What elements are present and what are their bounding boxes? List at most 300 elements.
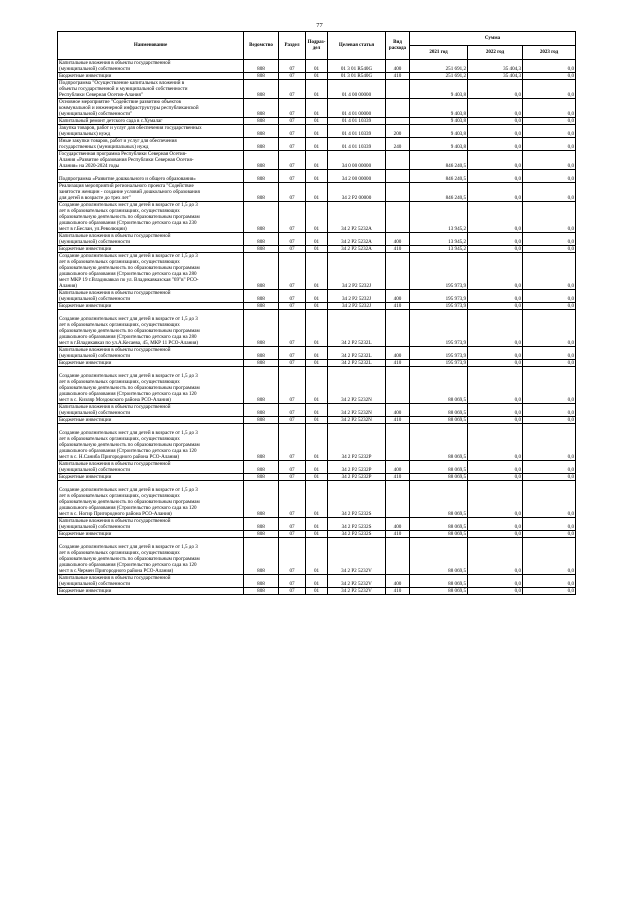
row-podrazdel: 01 [306, 80, 328, 99]
row-sum-2022: 0,0 [468, 531, 523, 538]
row-target-article: 34 2 P2 5232N [328, 367, 386, 404]
row-expense-type [386, 481, 410, 518]
row-sum-2023: 0,0 [523, 60, 576, 73]
row-sum-2022: 0,0 [468, 170, 523, 183]
row-expense-type: 400 [386, 518, 410, 531]
row-vedomstvo: 808 [244, 424, 279, 461]
row-sum-2021: 88 069,5 [410, 417, 468, 424]
row-razdel: 07 [279, 233, 306, 246]
row-razdel: 07 [279, 73, 306, 80]
row-razdel: 07 [279, 531, 306, 538]
row-podrazdel: 01 [306, 474, 328, 481]
row-razdel: 07 [279, 253, 306, 290]
row-sum-2021: 195 973,9 [410, 310, 468, 347]
row-expense-type [386, 424, 410, 461]
row-target-article: 34 2 P2 5232S [328, 531, 386, 538]
row-vedomstvo: 808 [244, 99, 279, 118]
row-sum-2021: 88 069,5 [410, 531, 468, 538]
row-name: Создание дополнительных мест для детей в возрасте от 1,5 до 3 лет в образовательных организациях, осуществляющих образовательную деятельность по образовательным программам дошкольного образования (Строительство детского сада на 120 мест в с.Чермен Пригородного района РСО-Алания) [58, 538, 244, 575]
row-expense-type: 200 [386, 125, 410, 138]
row-expense-type [386, 310, 410, 347]
table-row [58, 367, 576, 404]
row-sum-2023: 0,0 [523, 481, 576, 518]
row-expense-type [386, 253, 410, 290]
row-target-article: 34 2 P2 5232A [328, 246, 386, 253]
row-sum-2021: 9 403,8 [410, 125, 468, 138]
row-sum-2022: 0,0 [468, 367, 523, 404]
row-vedomstvo: 808 [244, 60, 279, 73]
row-target-article: 01 4 01 00000 [328, 99, 386, 118]
row-sum-2023: 0,0 [523, 424, 576, 461]
row-sum-2022: 0,0 [468, 417, 523, 424]
row-sum-2023: 0,0 [523, 138, 576, 151]
row-vedomstvo: 808 [244, 417, 279, 424]
row-target-article: 34 2 P2 5232A [328, 233, 386, 246]
row-target-article: 01 3 01 R540G [328, 60, 386, 73]
table-row [58, 531, 576, 538]
row-vedomstvo: 808 [244, 404, 279, 417]
row-sum-2022: 0,0 [468, 303, 523, 310]
row-name: Иные закупки товаров, работ и услуг для обеспечения государственных (муниципальных) нужд [58, 138, 244, 151]
row-name: Подпрограмма "Осуществление капитальных вложений в объекты государственной и муниципальной собственности Республики Северная Осетия-Алания" [58, 80, 244, 99]
row-razdel: 07 [279, 183, 306, 202]
table-row [58, 575, 576, 588]
row-razdel: 07 [279, 461, 306, 474]
row-razdel: 07 [279, 367, 306, 404]
row-expense-type: 400 [386, 347, 410, 360]
row-name: Капитальные вложения в объекты государственной (муниципальной) собственности [58, 347, 244, 360]
row-sum-2023: 0,0 [523, 474, 576, 481]
table-row [58, 417, 576, 424]
row-name: Основное мероприятие "Содействие развитию объектов коммунальной и инженерной инфраструктуры республиканской (муниципальной) собственности" [58, 99, 244, 118]
row-sum-2022: 0,0 [468, 125, 523, 138]
table-row [58, 60, 576, 73]
row-target-article: 34 2 P2 5232J [328, 303, 386, 310]
table-row [58, 246, 576, 253]
row-sum-2021: 846 240,5 [410, 151, 468, 170]
table-row [58, 151, 576, 170]
row-vedomstvo: 808 [244, 233, 279, 246]
row-target-article: 34 2 P2 5232P [328, 461, 386, 474]
row-razdel: 07 [279, 360, 306, 367]
row-name: Государственная программа Республики Северная Осетия- Алания «Развитие образования Республики Северная Осетия- Алания» на 2020-2024 годы [58, 151, 244, 170]
row-razdel: 07 [279, 538, 306, 575]
table-row [58, 290, 576, 303]
row-name: Реализация мероприятий регионального проекта "Содействие занятости женщин - создание условий дошкольного образования для детей в возрасте до трех лет" [58, 183, 244, 202]
row-vedomstvo: 808 [244, 202, 279, 233]
table-row [58, 138, 576, 151]
row-name: Создание дополнительных мест для детей в возрасте от 1,5 до 3 лет в образовательных организациях, осуществляющих образовательную деятельность по образовательным программам дошкольного образования (Строительство детского сада на 230 мест в г.Беслан, ул.Революции) [58, 202, 244, 233]
row-sum-2021: 88 069,5 [410, 575, 468, 588]
row-expense-type: 410 [386, 417, 410, 424]
row-target-article: 34 2 P2 5232L [328, 347, 386, 360]
row-target-article: 34 2 P2 5232L [328, 310, 386, 347]
row-vedomstvo: 808 [244, 80, 279, 99]
row-sum-2021: 9 403,8 [410, 99, 468, 118]
row-razdel: 07 [279, 125, 306, 138]
row-expense-type: 410 [386, 303, 410, 310]
row-razdel: 07 [279, 202, 306, 233]
row-expense-type [386, 80, 410, 99]
row-sum-2021: 9 403,8 [410, 80, 468, 99]
row-expense-type [386, 202, 410, 233]
row-target-article: 34 2 P2 5232V [328, 588, 386, 595]
row-podrazdel: 01 [306, 246, 328, 253]
row-sum-2021: 13 945,2 [410, 233, 468, 246]
row-name: Капитальные вложения в объекты государственной (муниципальной) собственности [58, 575, 244, 588]
row-sum-2023: 0,0 [523, 183, 576, 202]
row-sum-2022: 0,0 [468, 253, 523, 290]
row-target-article: 34 2 P2 5232V [328, 538, 386, 575]
row-sum-2023: 0,0 [523, 360, 576, 367]
row-sum-2021: 88 069,5 [410, 424, 468, 461]
row-expense-type: 400 [386, 461, 410, 474]
header-year-2023: 2023 год [523, 46, 576, 60]
row-podrazdel: 01 [306, 253, 328, 290]
row-sum-2023: 0,0 [523, 575, 576, 588]
row-expense-type [386, 99, 410, 118]
row-sum-2022: 0,0 [468, 99, 523, 118]
row-vedomstvo: 808 [244, 367, 279, 404]
row-sum-2021: 88 069,5 [410, 404, 468, 417]
row-sum-2022: 35 404,3 [468, 73, 523, 80]
row-name: Капитальные вложения в объекты государственной (муниципальной) собственности [58, 290, 244, 303]
row-name: Капитальные вложения в объекты государственной (муниципальной) собственности [58, 461, 244, 474]
table-row [58, 99, 576, 118]
row-vedomstvo: 808 [244, 310, 279, 347]
row-expense-type: 240 [386, 138, 410, 151]
budget-table [57, 31, 576, 595]
row-sum-2021: 846 240,5 [410, 183, 468, 202]
table-row [58, 360, 576, 367]
row-sum-2022: 0,0 [468, 310, 523, 347]
row-razdel: 07 [279, 347, 306, 360]
row-sum-2021: 195 973,9 [410, 290, 468, 303]
row-expense-type: 400 [386, 290, 410, 303]
table-row [58, 125, 576, 138]
row-sum-2021: 13 945,2 [410, 202, 468, 233]
row-vedomstvo: 808 [244, 588, 279, 595]
row-sum-2022: 0,0 [468, 461, 523, 474]
row-podrazdel: 01 [306, 290, 328, 303]
row-sum-2022: 35 404,3 [468, 60, 523, 73]
row-name: Бюджетные инвестиции [58, 474, 244, 481]
row-sum-2023: 0,0 [523, 588, 576, 595]
table-row [58, 518, 576, 531]
row-podrazdel: 01 [306, 417, 328, 424]
row-name: Бюджетные инвестиции [58, 531, 244, 538]
row-expense-type: 400 [386, 404, 410, 417]
row-sum-2023: 0,0 [523, 417, 576, 424]
row-target-article: 34 2 P2 5232S [328, 481, 386, 518]
header-year-2022: 2022 год [468, 46, 523, 60]
row-podrazdel: 01 [306, 138, 328, 151]
table-row [58, 424, 576, 461]
row-vedomstvo: 808 [244, 481, 279, 518]
row-podrazdel: 01 [306, 461, 328, 474]
row-sum-2022: 0,0 [468, 518, 523, 531]
row-name: Создание дополнительных мест для детей в возрасте от 1,5 до 3 лет в образовательных организациях, осуществляющих образовательную деятельность по образовательным программам дошкольного образования (Строительство детского сада на 120 мест в с. Н.Саниба Пригородного района РСО-Алания) [58, 424, 244, 461]
row-expense-type [386, 538, 410, 575]
table-row [58, 538, 576, 575]
row-podrazdel: 01 [306, 202, 328, 233]
row-target-article: 01 4 01 10339 [328, 118, 386, 125]
row-sum-2023: 0,0 [523, 538, 576, 575]
row-sum-2021: 88 069,5 [410, 518, 468, 531]
row-sum-2022: 0,0 [468, 575, 523, 588]
row-expense-type [386, 183, 410, 202]
row-vedomstvo: 808 [244, 303, 279, 310]
row-podrazdel: 01 [306, 518, 328, 531]
row-sum-2021: 88 069,5 [410, 474, 468, 481]
row-sum-2023: 0,0 [523, 404, 576, 417]
row-vedomstvo: 808 [244, 461, 279, 474]
row-podrazdel: 01 [306, 118, 328, 125]
row-target-article: 34 2 P2 5232P [328, 424, 386, 461]
row-sum-2022: 0,0 [468, 233, 523, 246]
row-sum-2023: 0,0 [523, 531, 576, 538]
row-sum-2022: 0,0 [468, 424, 523, 461]
page-number: 77 [316, 22, 323, 29]
row-target-article: 34 2 P2 5232V [328, 575, 386, 588]
row-name: Капитальные вложения в объекты государственной (муниципальной) собственности [58, 404, 244, 417]
row-sum-2022: 0,0 [468, 481, 523, 518]
row-vedomstvo: 808 [244, 575, 279, 588]
row-vedomstvo: 808 [244, 118, 279, 125]
row-razdel: 07 [279, 80, 306, 99]
row-razdel: 07 [279, 303, 306, 310]
row-podrazdel: 01 [306, 531, 328, 538]
row-expense-type [386, 367, 410, 404]
row-name: Подпрограмма «Развитие дошкольного и общего образования» [58, 170, 244, 183]
row-sum-2022: 0,0 [468, 118, 523, 125]
row-sum-2021: 88 069,5 [410, 461, 468, 474]
row-expense-type: 410 [386, 531, 410, 538]
row-podrazdel: 01 [306, 404, 328, 417]
row-vedomstvo: 808 [244, 347, 279, 360]
row-name: Бюджетные инвестиции [58, 246, 244, 253]
row-target-article: 34 2 P2 00000 [328, 183, 386, 202]
row-sum-2021: 251 691,2 [410, 73, 468, 80]
row-sum-2022: 0,0 [468, 474, 523, 481]
table-row [58, 73, 576, 80]
row-target-article: 01 3 01 R540G [328, 73, 386, 80]
row-razdel: 07 [279, 99, 306, 118]
table-row [58, 404, 576, 417]
row-sum-2023: 0,0 [523, 202, 576, 233]
row-vedomstvo: 808 [244, 183, 279, 202]
row-podrazdel: 01 [306, 125, 328, 138]
row-razdel: 07 [279, 575, 306, 588]
row-target-article: 34 2 P2 5232A [328, 202, 386, 233]
row-sum-2022: 0,0 [468, 360, 523, 367]
header-name: Наименование [58, 32, 244, 60]
row-razdel: 07 [279, 170, 306, 183]
row-sum-2021: 9 403,8 [410, 138, 468, 151]
row-name: Создание дополнительных мест для детей в возрасте от 1,5 до 3 лет в образовательных организациях, осуществляющих образовательную деятельность по образовательным программам дошкольного образования (Строительство детского сада на 280 мест в г.Владикавказ по ул.А.Кесаева, 45, МКР 11 РСО-Алания) [58, 310, 244, 347]
row-name: Бюджетные инвестиции [58, 73, 244, 80]
row-razdel: 07 [279, 290, 306, 303]
row-podrazdel: 01 [306, 60, 328, 73]
row-sum-2022: 0,0 [468, 290, 523, 303]
row-target-article: 34 0 00 00000 [328, 151, 386, 170]
row-sum-2022: 0,0 [468, 246, 523, 253]
row-expense-type [386, 170, 410, 183]
row-podrazdel: 01 [306, 303, 328, 310]
row-target-article: 34 2 00 00000 [328, 170, 386, 183]
row-expense-type: 410 [386, 360, 410, 367]
row-sum-2021: 9 403,8 [410, 118, 468, 125]
row-sum-2023: 0,0 [523, 170, 576, 183]
row-vedomstvo: 808 [244, 125, 279, 138]
row-podrazdel: 01 [306, 347, 328, 360]
table-row [58, 347, 576, 360]
row-sum-2023: 0,0 [523, 99, 576, 118]
row-target-article: 34 2 P2 5232J [328, 253, 386, 290]
row-sum-2023: 0,0 [523, 253, 576, 290]
row-target-article: 01 4 00 00000 [328, 80, 386, 99]
row-razdel: 07 [279, 518, 306, 531]
row-sum-2022: 0,0 [468, 138, 523, 151]
row-razdel: 07 [279, 474, 306, 481]
row-podrazdel: 01 [306, 367, 328, 404]
row-sum-2022: 0,0 [468, 347, 523, 360]
row-sum-2022: 0,0 [468, 80, 523, 99]
table-row [58, 183, 576, 202]
row-sum-2023: 0,0 [523, 73, 576, 80]
row-sum-2023: 0,0 [523, 233, 576, 246]
row-sum-2021: 195 973,9 [410, 360, 468, 367]
row-vedomstvo: 808 [244, 538, 279, 575]
row-sum-2021: 88 069,5 [410, 588, 468, 595]
row-sum-2022: 0,0 [468, 202, 523, 233]
row-name: Закупка товаров, работ и услуг для обеспечения государственных (муниципальных) нужд [58, 125, 244, 138]
row-vedomstvo: 808 [244, 253, 279, 290]
row-target-article: 34 2 P2 5232L [328, 360, 386, 367]
table-row [58, 474, 576, 481]
row-razdel: 07 [279, 118, 306, 125]
row-sum-2023: 0,0 [523, 125, 576, 138]
row-target-article: 34 2 P2 5232N [328, 417, 386, 424]
row-sum-2023: 0,0 [523, 246, 576, 253]
table-row [58, 481, 576, 518]
row-podrazdel: 01 [306, 99, 328, 118]
row-expense-type: 400 [386, 60, 410, 73]
row-razdel: 07 [279, 424, 306, 461]
table-row [58, 118, 576, 125]
row-name: Капитальный ремонт детского сада в с.Хумалаг [58, 118, 244, 125]
row-vedomstvo: 808 [244, 246, 279, 253]
row-vedomstvo: 808 [244, 138, 279, 151]
row-podrazdel: 01 [306, 424, 328, 461]
row-podrazdel: 01 [306, 73, 328, 80]
row-vedomstvo: 808 [244, 73, 279, 80]
row-sum-2023: 0,0 [523, 310, 576, 347]
row-podrazdel: 01 [306, 575, 328, 588]
row-sum-2021: 195 973,9 [410, 347, 468, 360]
table-row [58, 170, 576, 183]
row-vedomstvo: 808 [244, 518, 279, 531]
header-expense-type: Вид расхода [386, 32, 410, 60]
row-razdel: 07 [279, 481, 306, 518]
row-sum-2021: 251 691,2 [410, 60, 468, 73]
row-vedomstvo: 808 [244, 290, 279, 303]
row-sum-2021: 88 069,5 [410, 481, 468, 518]
row-name: Капитальные вложения в объекты государственной (муниципальной) собственности [58, 518, 244, 531]
row-vedomstvo: 808 [244, 531, 279, 538]
row-sum-2021: 846 240,5 [410, 170, 468, 183]
row-podrazdel: 01 [306, 538, 328, 575]
row-vedomstvo: 808 [244, 151, 279, 170]
row-razdel: 07 [279, 310, 306, 347]
row-sum-2023: 0,0 [523, 461, 576, 474]
row-sum-2021: 88 069,5 [410, 367, 468, 404]
row-vedomstvo: 808 [244, 170, 279, 183]
row-sum-2022: 0,0 [468, 183, 523, 202]
row-expense-type: 400 [386, 233, 410, 246]
row-razdel: 07 [279, 404, 306, 417]
row-sum-2022: 0,0 [468, 151, 523, 170]
row-sum-2023: 0,0 [523, 303, 576, 310]
table-header [58, 32, 576, 60]
row-name: Бюджетные инвестиции [58, 360, 244, 367]
row-expense-type: 410 [386, 73, 410, 80]
row-expense-type: 410 [386, 474, 410, 481]
row-sum-2022: 0,0 [468, 588, 523, 595]
table-row [58, 461, 576, 474]
row-name: Бюджетные инвестиции [58, 588, 244, 595]
row-target-article: 34 2 P2 5232P [328, 474, 386, 481]
row-podrazdel: 01 [306, 151, 328, 170]
header-year-2021: 2021 год [410, 46, 468, 60]
header-razdel: Раздел [279, 32, 306, 60]
row-target-article: 34 2 P2 5232S [328, 518, 386, 531]
table-row [58, 303, 576, 310]
row-expense-type: 410 [386, 246, 410, 253]
table-row [58, 233, 576, 246]
row-target-article: 01 4 01 10339 [328, 125, 386, 138]
row-razdel: 07 [279, 588, 306, 595]
row-razdel: 07 [279, 151, 306, 170]
header-target-article: Целевая статья [328, 32, 386, 60]
table-row [58, 202, 576, 233]
row-sum-2023: 0,0 [523, 518, 576, 531]
row-sum-2023: 0,0 [523, 151, 576, 170]
row-podrazdel: 01 [306, 481, 328, 518]
row-name: Капитальные вложения в объекты государственной (муниципальной) собственности [58, 233, 244, 246]
row-sum-2022: 0,0 [468, 404, 523, 417]
row-podrazdel: 01 [306, 588, 328, 595]
row-razdel: 07 [279, 60, 306, 73]
table-row [58, 253, 576, 290]
row-sum-2023: 0,0 [523, 367, 576, 404]
table-body [58, 60, 576, 595]
row-podrazdel: 01 [306, 170, 328, 183]
row-sum-2021: 195 973,9 [410, 303, 468, 310]
row-name: Создание дополнительных мест для детей в возрасте от 1,5 до 3 лет в образовательных организациях, осуществляющих образовательную деятельность по образовательным программам дошкольного образования (Строительство детского сада на 120 мест в с. Ногир Пригородного района РСО-Алания) [58, 481, 244, 518]
row-target-article: 01 4 01 10339 [328, 138, 386, 151]
row-razdel: 07 [279, 417, 306, 424]
row-vedomstvo: 808 [244, 360, 279, 367]
row-sum-2021: 88 069,5 [410, 538, 468, 575]
table-row [58, 310, 576, 347]
row-expense-type [386, 118, 410, 125]
row-target-article: 34 2 P2 5232J [328, 290, 386, 303]
row-name: Бюджетные инвестиции [58, 303, 244, 310]
row-name: Капитальные вложения в объекты государственной (муниципальной) собственности [58, 60, 244, 73]
table-row [58, 588, 576, 595]
row-target-article: 34 2 P2 5232N [328, 404, 386, 417]
